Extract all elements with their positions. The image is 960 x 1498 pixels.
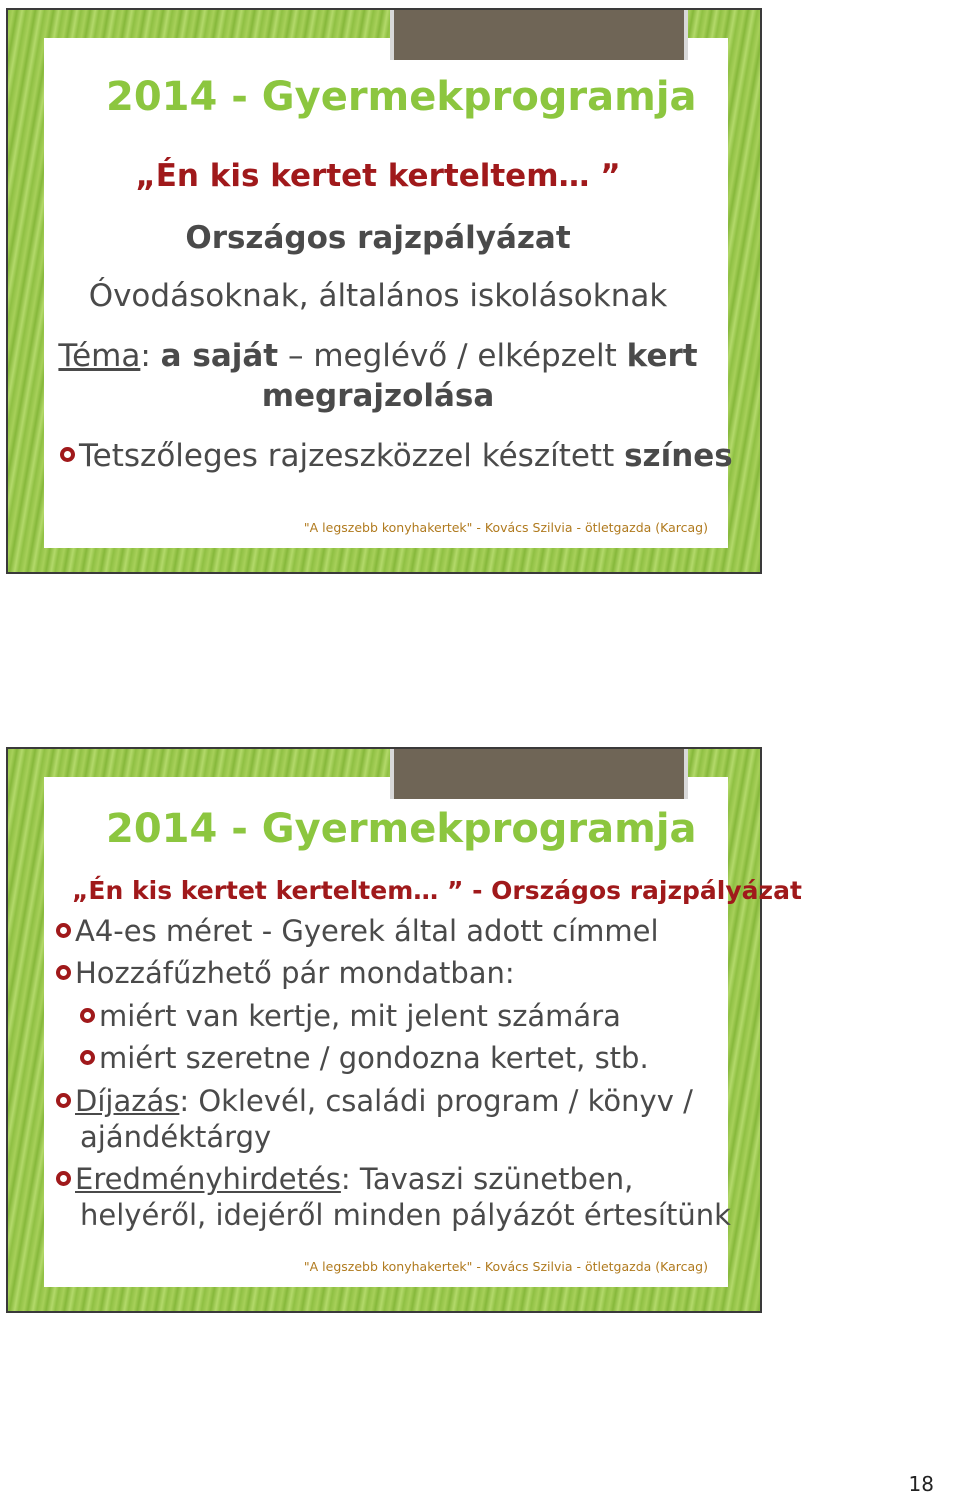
theme-bold-2: kert bbox=[626, 338, 698, 374]
bullet-icon bbox=[60, 447, 75, 462]
theme-label: Téma bbox=[58, 338, 141, 374]
result-label: Eredményhirdetés bbox=[75, 1162, 341, 1196]
subitem-text: miért szeretne / gondozna kertet, stb. bbox=[99, 1041, 649, 1075]
bullet-icon bbox=[56, 1171, 71, 1186]
bullet-text: Tetszőleges rajzeszközzel készített bbox=[79, 438, 625, 474]
slide-2-heading: „Én kis kertet kerteltem… ” - Országos rajzpályázat bbox=[72, 876, 802, 905]
bullet-icon bbox=[56, 923, 71, 938]
slide-1-quote: „Én kis kertet kerteltem… ” bbox=[135, 158, 621, 194]
subitem-text: miért van kertje, mit jelent számára bbox=[99, 999, 621, 1033]
slide-2-prize-cont: ajándéktárgy bbox=[80, 1120, 272, 1154]
slide-1-bullet bbox=[60, 438, 733, 474]
slide-1-subtitle: Országos rajzpályázat bbox=[185, 220, 571, 256]
item-text: Hozzáfűzhető pár mondatban: bbox=[75, 956, 515, 990]
bullet-bold: színes bbox=[624, 438, 733, 474]
bullet-icon bbox=[56, 1093, 71, 1108]
result-text: : Tavaszi szünetben, bbox=[340, 1162, 634, 1196]
slide-1-footer: "A legszebb konyhakertek" - Kovács Szilvia - ötletgazda (Karcag) bbox=[303, 520, 708, 535]
prize-label: Díjazás bbox=[75, 1084, 180, 1118]
slide-1-theme-line bbox=[36, 338, 720, 374]
slide-2-title: 2014 - Gyermekprogramja bbox=[106, 806, 697, 852]
slide-1-audience: Óvodásoknak, általános iskolásoknak bbox=[88, 278, 668, 314]
slide-1-tab bbox=[390, 10, 688, 60]
item-text: A4-es méret - Gyerek által adott címmel bbox=[75, 914, 659, 948]
theme-colon: : bbox=[140, 338, 161, 374]
slide-1-title: 2014 - Gyermekprogramja bbox=[106, 74, 697, 120]
slide-2-item-1 bbox=[56, 914, 659, 948]
bullet-icon bbox=[56, 965, 71, 980]
slide-2-subitem-2 bbox=[80, 1041, 649, 1075]
slide-2-result bbox=[56, 1162, 633, 1196]
prize-text: : Oklevél, családi program / könyv / bbox=[179, 1084, 693, 1118]
bullet-icon bbox=[80, 1008, 95, 1023]
slide-2-item-2 bbox=[56, 956, 515, 990]
slide-2-subitem-1 bbox=[80, 999, 621, 1033]
slide-2-result-cont: helyéről, idejéről minden pályázót értesítünk bbox=[80, 1198, 731, 1232]
slide-2-prize bbox=[56, 1084, 693, 1118]
page-number: 18 bbox=[908, 1472, 934, 1496]
bullet-icon bbox=[80, 1050, 95, 1065]
slide-1-theme-line-2: megrajzolása bbox=[261, 378, 495, 414]
theme-bold-1: a saját bbox=[160, 338, 279, 374]
slide-2-tab bbox=[390, 749, 688, 799]
slide-2-footer: "A legszebb konyhakertek" - Kovács Szilvia - ötletgazda (Karcag) bbox=[303, 1259, 708, 1274]
theme-mid: – meglévő / elképzelt bbox=[278, 338, 627, 374]
